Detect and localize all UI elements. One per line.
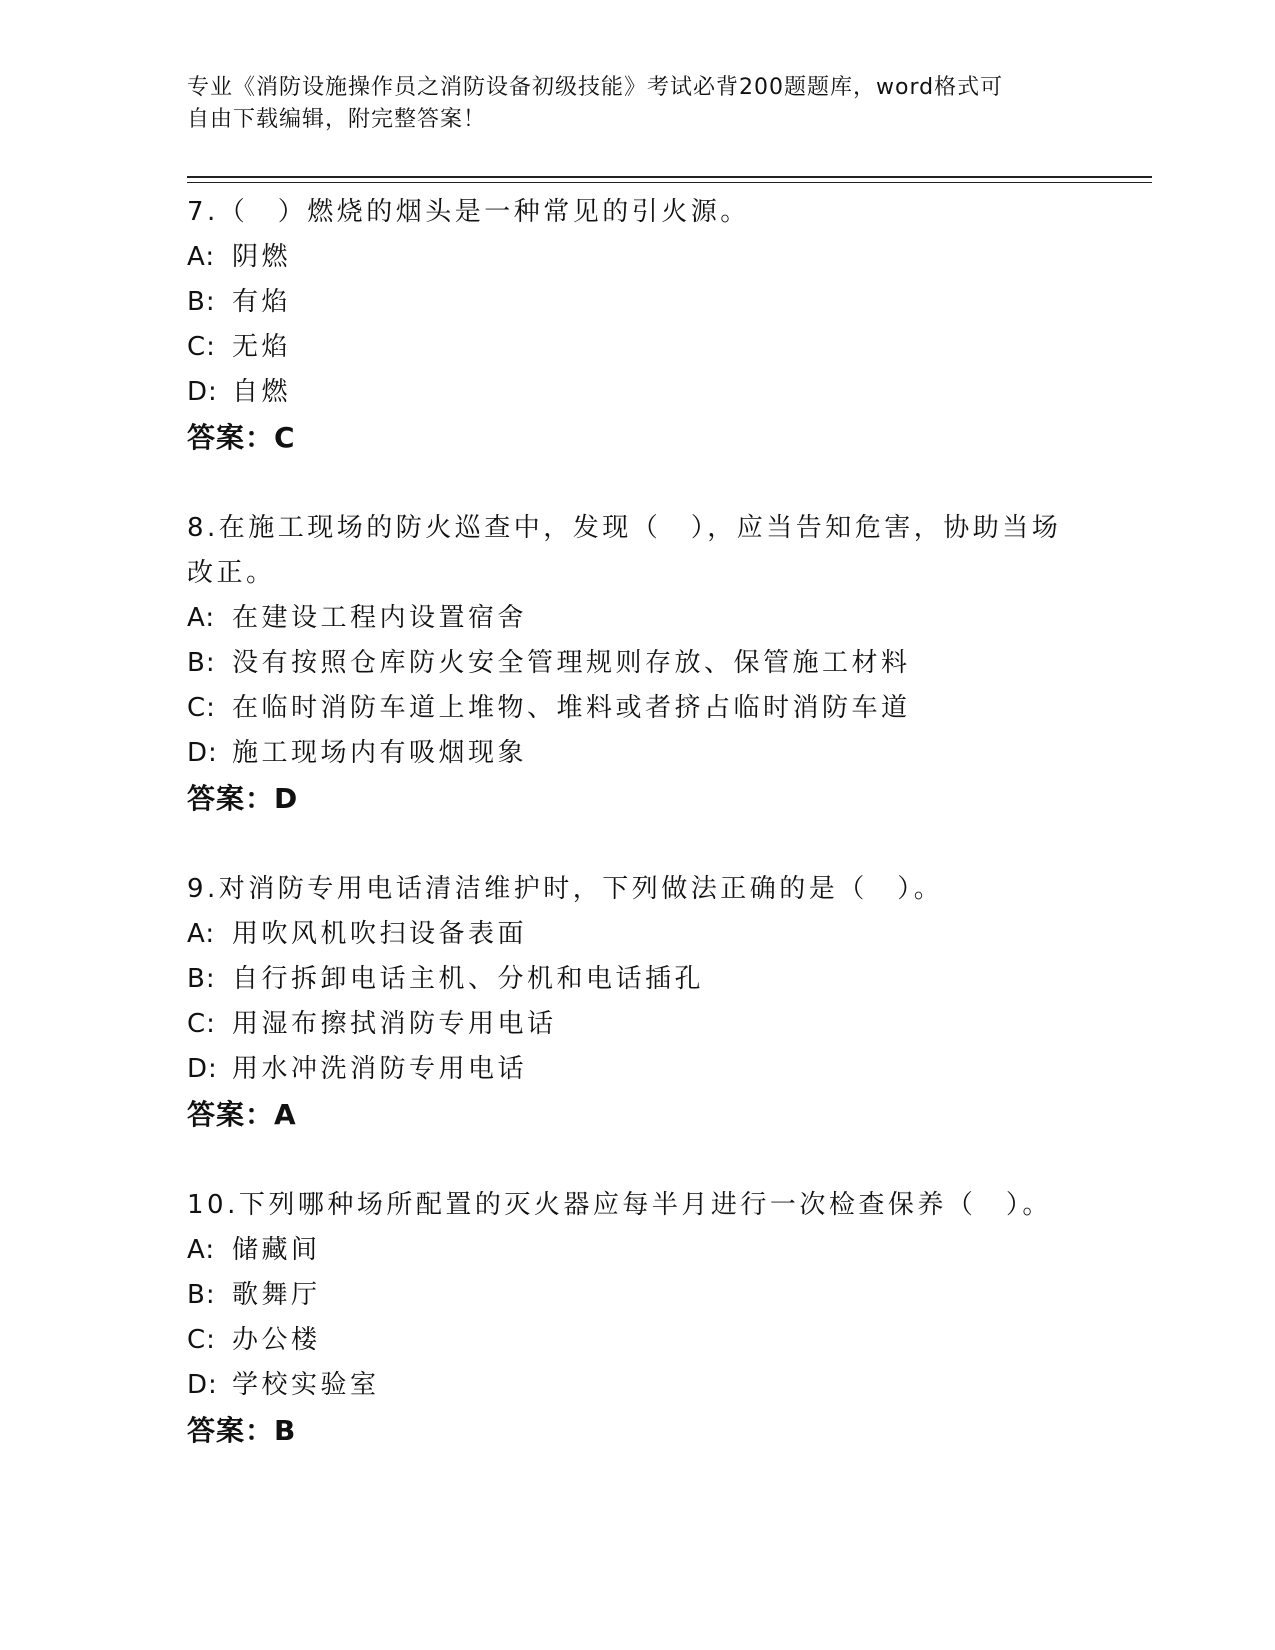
option-letter: D: [187, 377, 218, 407]
header-divider-thin [187, 182, 1152, 183]
question-text: 10.下列哪种场所配置的灭火器应每半月进行一次检查保养（ ）。 [187, 1190, 1052, 1220]
option-c [187, 1318, 1087, 1363]
option-letter: C: [187, 332, 216, 362]
question-text: 8.在施工现场的防火巡查中，发现（ ），应当告知危害，协助当场改正。 [187, 513, 1062, 588]
document-header [187, 72, 1067, 136]
option-text: 储藏间 [232, 1235, 321, 1265]
option-letter: D: [187, 1054, 218, 1084]
option-text: 没有按照仓库防火安全管理规则存放、保管施工材料 [232, 648, 911, 678]
option-b [187, 280, 1087, 325]
option-letter: A: [187, 919, 216, 949]
option-text: 办公楼 [232, 1325, 321, 1355]
option-text: 用水冲洗消防专用电话 [232, 1054, 528, 1084]
option-letter: A: [187, 603, 216, 633]
question-8 [187, 506, 1087, 822]
option-a [187, 912, 1087, 957]
answer-line: 答案：A [187, 1098, 297, 1131]
option-letter: C: [187, 1325, 216, 1355]
option-b [187, 641, 1087, 686]
option-text: 学校实验室 [232, 1370, 380, 1400]
answer-line: 答案：D [187, 782, 299, 815]
option-d [187, 370, 1087, 415]
option-text: 无焰 [232, 332, 292, 362]
question-9 [187, 867, 1087, 1138]
option-letter: A: [187, 242, 216, 272]
option-letter: A: [187, 1235, 216, 1265]
option-letter: C: [187, 693, 216, 723]
option-text: 用吹风机吹扫设备表面 [232, 919, 528, 949]
option-text: 自行拆卸电话主机、分机和电话插孔 [232, 964, 705, 994]
question-text: 7.（ ）燃烧的烟头是一种常见的引火源。 [187, 197, 750, 227]
option-letter: B: [187, 287, 216, 317]
option-text: 有焰 [232, 287, 292, 317]
option-b [187, 957, 1087, 1002]
answer-line: 答案：B [187, 1414, 297, 1447]
question-text: 9.对消防专用电话清洁维护时，下列做法正确的是（ ）。 [187, 874, 944, 904]
option-text: 施工现场内有吸烟现象 [232, 738, 528, 768]
option-d [187, 731, 1087, 776]
option-a [187, 596, 1087, 641]
option-d [187, 1047, 1087, 1092]
question-10 [187, 1183, 1087, 1454]
answer-line: 答案：C [187, 421, 296, 454]
option-letter: B: [187, 1280, 216, 1310]
option-letter: B: [187, 964, 216, 994]
question-list [187, 190, 1087, 1499]
option-letter: D: [187, 1370, 218, 1400]
option-text: 阴燃 [232, 242, 292, 272]
option-text: 在建设工程内设置宿舍 [232, 603, 528, 633]
option-d [187, 1363, 1087, 1408]
option-text: 在临时消防车道上堆物、堆料或者挤占临时消防车道 [232, 693, 911, 723]
option-text: 用湿布擦拭消防专用电话 [232, 1009, 557, 1039]
option-b [187, 1273, 1087, 1318]
option-letter: B: [187, 648, 216, 678]
option-text: 自燃 [232, 377, 292, 407]
header-divider-thick [187, 176, 1152, 178]
option-a [187, 235, 1087, 280]
header-line-1: 专业《消防设施操作员之消防设备初级技能》考试必背200题题库，word格式可 [187, 75, 1004, 100]
header-line-2: 自由下载编辑，附完整答案！ [187, 107, 487, 132]
option-c [187, 1002, 1087, 1047]
option-c [187, 686, 1087, 731]
option-letter: C: [187, 1009, 216, 1039]
option-text: 歌舞厅 [232, 1280, 321, 1310]
option-letter: D: [187, 738, 218, 768]
option-a [187, 1228, 1087, 1273]
option-c [187, 325, 1087, 370]
question-7 [187, 190, 1087, 461]
